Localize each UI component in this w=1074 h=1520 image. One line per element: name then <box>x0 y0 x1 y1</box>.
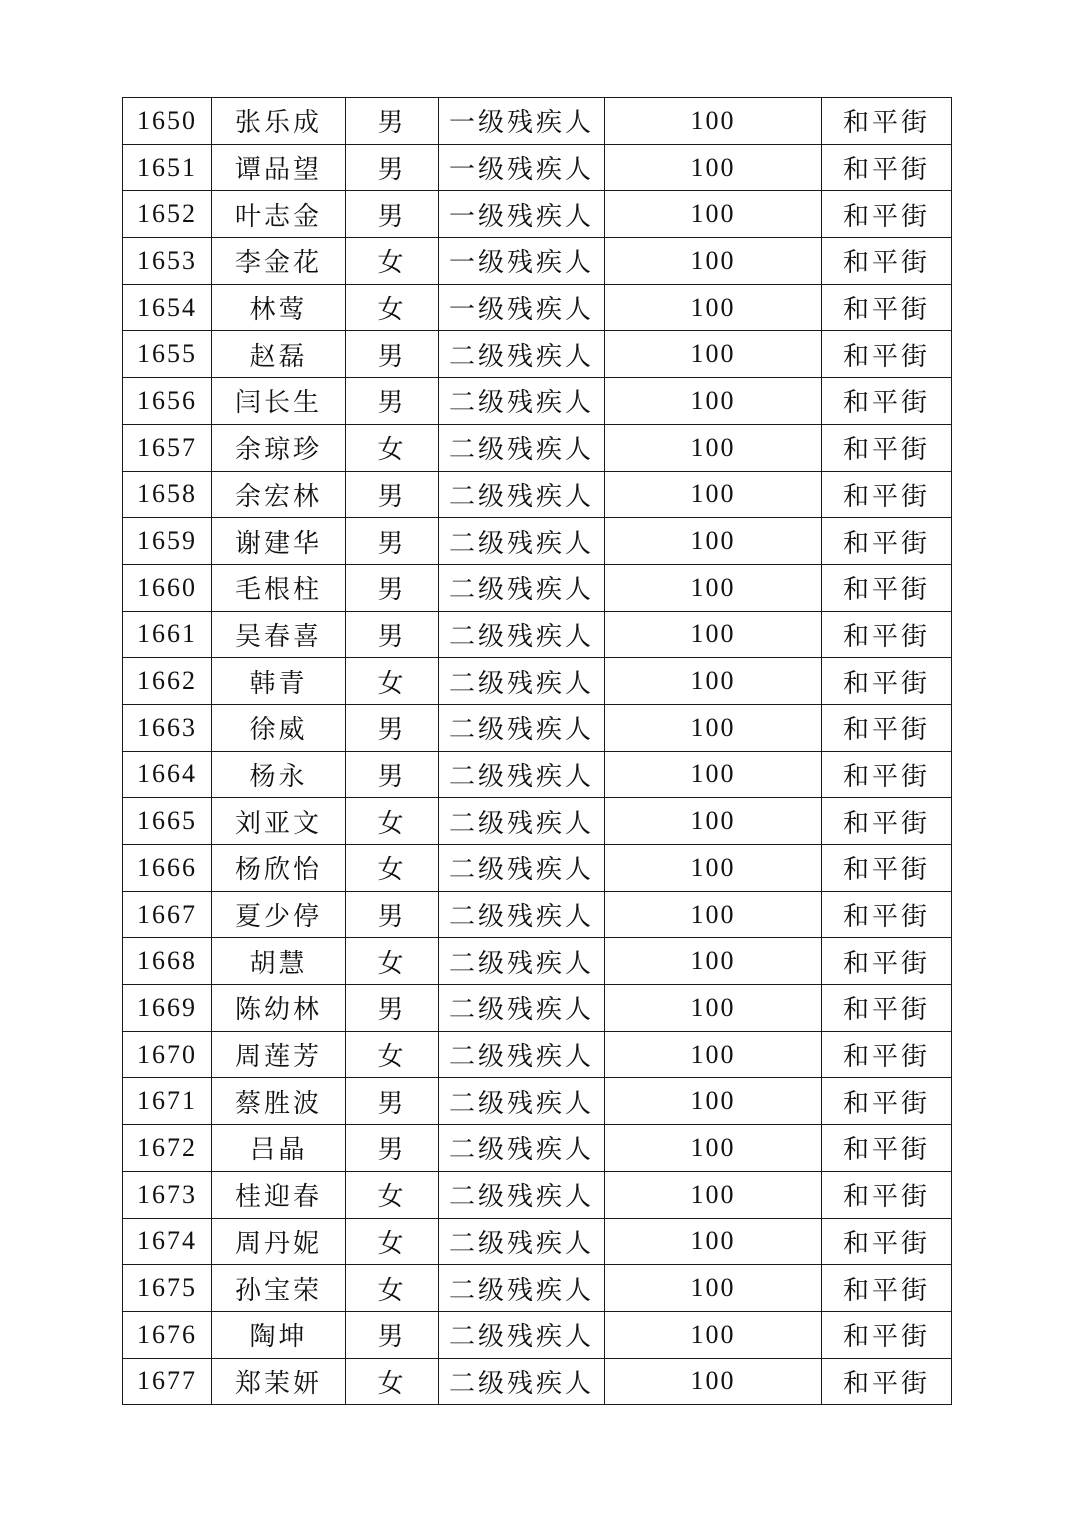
cell-gender: 男 <box>346 564 439 611</box>
cell-number: 1662 <box>123 658 212 705</box>
cell-name: 赵磊 <box>212 331 346 378</box>
cell-name: 林莺 <box>212 284 346 331</box>
roster-table <box>122 97 952 1405</box>
cell-street: 和平街 <box>822 518 952 565</box>
cell-street: 和平街 <box>822 845 952 892</box>
table-row <box>123 424 952 471</box>
cell-amount: 100 <box>605 704 822 751</box>
cell-name: 徐威 <box>212 704 346 751</box>
cell-amount: 100 <box>605 424 822 471</box>
cell-amount: 100 <box>605 1358 822 1405</box>
cell-name: 杨永 <box>212 751 346 798</box>
cell-disability-level: 二级残疾人 <box>439 1265 605 1312</box>
cell-number: 1664 <box>123 751 212 798</box>
cell-street: 和平街 <box>822 191 952 238</box>
cell-gender: 女 <box>346 658 439 705</box>
cell-amount: 100 <box>605 144 822 191</box>
cell-amount: 100 <box>605 751 822 798</box>
cell-street: 和平街 <box>822 611 952 658</box>
cell-amount: 100 <box>605 938 822 985</box>
cell-name: 毛根柱 <box>212 564 346 611</box>
cell-number: 1666 <box>123 845 212 892</box>
cell-gender: 女 <box>346 798 439 845</box>
cell-street: 和平街 <box>822 144 952 191</box>
cell-number: 1669 <box>123 985 212 1032</box>
cell-name: 吕晶 <box>212 1125 346 1172</box>
cell-street: 和平街 <box>822 471 952 518</box>
table-row <box>123 1358 952 1405</box>
table-row <box>123 1311 952 1358</box>
cell-gender: 男 <box>346 1078 439 1125</box>
cell-name: 周莲芳 <box>212 1031 346 1078</box>
cell-number: 1665 <box>123 798 212 845</box>
cell-number: 1667 <box>123 891 212 938</box>
cell-amount: 100 <box>605 658 822 705</box>
cell-disability-level: 二级残疾人 <box>439 798 605 845</box>
table-row <box>123 1078 952 1125</box>
table-row <box>123 845 952 892</box>
cell-name: 桂迎春 <box>212 1171 346 1218</box>
cell-street: 和平街 <box>822 1265 952 1312</box>
cell-number: 1655 <box>123 331 212 378</box>
cell-number: 1650 <box>123 98 212 145</box>
table-row <box>123 98 952 145</box>
cell-number: 1658 <box>123 471 212 518</box>
cell-gender: 女 <box>346 1358 439 1405</box>
roster-body <box>123 98 952 1405</box>
cell-disability-level: 二级残疾人 <box>439 1078 605 1125</box>
table-row <box>123 564 952 611</box>
cell-street: 和平街 <box>822 1078 952 1125</box>
cell-gender: 女 <box>346 284 439 331</box>
cell-name: 韩青 <box>212 658 346 705</box>
cell-disability-level: 二级残疾人 <box>439 331 605 378</box>
cell-disability-level: 二级残疾人 <box>439 704 605 751</box>
cell-amount: 100 <box>605 1031 822 1078</box>
cell-name: 张乐成 <box>212 98 346 145</box>
cell-number: 1674 <box>123 1218 212 1265</box>
cell-gender: 女 <box>346 1265 439 1312</box>
table-row <box>123 471 952 518</box>
cell-amount: 100 <box>605 1218 822 1265</box>
cell-name: 杨欣怡 <box>212 845 346 892</box>
cell-amount: 100 <box>605 845 822 892</box>
cell-street: 和平街 <box>822 985 952 1032</box>
cell-disability-level: 一级残疾人 <box>439 98 605 145</box>
cell-street: 和平街 <box>822 98 952 145</box>
cell-number: 1673 <box>123 1171 212 1218</box>
cell-name: 余宏林 <box>212 471 346 518</box>
cell-disability-level: 二级残疾人 <box>439 938 605 985</box>
cell-name: 夏少停 <box>212 891 346 938</box>
table-row <box>123 1031 952 1078</box>
cell-amount: 100 <box>605 1265 822 1312</box>
table-row <box>123 191 952 238</box>
cell-name: 余琼珍 <box>212 424 346 471</box>
cell-amount: 100 <box>605 331 822 378</box>
table-row <box>123 238 952 285</box>
cell-disability-level: 一级残疾人 <box>439 144 605 191</box>
cell-street: 和平街 <box>822 704 952 751</box>
cell-name: 谭品望 <box>212 144 346 191</box>
table-row <box>123 938 952 985</box>
cell-gender: 男 <box>346 191 439 238</box>
cell-number: 1676 <box>123 1311 212 1358</box>
cell-gender: 女 <box>346 424 439 471</box>
cell-disability-level: 一级残疾人 <box>439 284 605 331</box>
cell-disability-level: 二级残疾人 <box>439 658 605 705</box>
cell-amount: 100 <box>605 611 822 658</box>
cell-gender: 男 <box>346 378 439 425</box>
table-row <box>123 985 952 1032</box>
cell-name: 谢建华 <box>212 518 346 565</box>
cell-amount: 100 <box>605 1125 822 1172</box>
cell-name: 李金花 <box>212 238 346 285</box>
cell-number: 1660 <box>123 564 212 611</box>
cell-amount: 100 <box>605 1078 822 1125</box>
cell-number: 1657 <box>123 424 212 471</box>
cell-gender: 女 <box>346 1031 439 1078</box>
cell-name: 刘亚文 <box>212 798 346 845</box>
table-row <box>123 518 952 565</box>
table-row <box>123 144 952 191</box>
cell-amount: 100 <box>605 798 822 845</box>
cell-number: 1672 <box>123 1125 212 1172</box>
cell-street: 和平街 <box>822 238 952 285</box>
cell-amount: 100 <box>605 378 822 425</box>
cell-number: 1651 <box>123 144 212 191</box>
cell-gender: 女 <box>346 238 439 285</box>
cell-street: 和平街 <box>822 1218 952 1265</box>
cell-disability-level: 二级残疾人 <box>439 1358 605 1405</box>
cell-number: 1653 <box>123 238 212 285</box>
cell-street: 和平街 <box>822 658 952 705</box>
cell-disability-level: 二级残疾人 <box>439 985 605 1032</box>
cell-amount: 100 <box>605 471 822 518</box>
cell-amount: 100 <box>605 518 822 565</box>
table-row <box>123 1171 952 1218</box>
cell-disability-level: 二级残疾人 <box>439 1218 605 1265</box>
cell-gender: 女 <box>346 1218 439 1265</box>
cell-gender: 男 <box>346 144 439 191</box>
table-row <box>123 658 952 705</box>
cell-amount: 100 <box>605 985 822 1032</box>
cell-street: 和平街 <box>822 798 952 845</box>
cell-disability-level: 二级残疾人 <box>439 751 605 798</box>
cell-name: 陶坤 <box>212 1311 346 1358</box>
cell-disability-level: 一级残疾人 <box>439 238 605 285</box>
cell-gender: 男 <box>346 1125 439 1172</box>
cell-name: 胡慧 <box>212 938 346 985</box>
cell-gender: 男 <box>346 985 439 1032</box>
cell-disability-level: 二级残疾人 <box>439 471 605 518</box>
cell-amount: 100 <box>605 1311 822 1358</box>
cell-gender: 男 <box>346 518 439 565</box>
cell-gender: 男 <box>346 751 439 798</box>
cell-disability-level: 二级残疾人 <box>439 518 605 565</box>
table-row <box>123 1125 952 1172</box>
cell-disability-level: 一级残疾人 <box>439 191 605 238</box>
cell-disability-level: 二级残疾人 <box>439 424 605 471</box>
cell-name: 吴春喜 <box>212 611 346 658</box>
cell-gender: 男 <box>346 704 439 751</box>
cell-gender: 男 <box>346 331 439 378</box>
cell-number: 1675 <box>123 1265 212 1312</box>
table-row <box>123 704 952 751</box>
cell-street: 和平街 <box>822 1358 952 1405</box>
cell-gender: 男 <box>346 891 439 938</box>
table-row <box>123 378 952 425</box>
cell-name: 周丹妮 <box>212 1218 346 1265</box>
cell-name: 叶志金 <box>212 191 346 238</box>
cell-amount: 100 <box>605 1171 822 1218</box>
cell-street: 和平街 <box>822 564 952 611</box>
cell-street: 和平街 <box>822 938 952 985</box>
cell-name: 孙宝荣 <box>212 1265 346 1312</box>
cell-street: 和平街 <box>822 378 952 425</box>
table-row <box>123 798 952 845</box>
cell-amount: 100 <box>605 891 822 938</box>
cell-gender: 女 <box>346 845 439 892</box>
cell-amount: 100 <box>605 191 822 238</box>
cell-street: 和平街 <box>822 284 952 331</box>
table-row <box>123 611 952 658</box>
cell-disability-level: 二级残疾人 <box>439 1031 605 1078</box>
table-row <box>123 1218 952 1265</box>
cell-disability-level: 二级残疾人 <box>439 845 605 892</box>
table-row <box>123 1265 952 1312</box>
table-row <box>123 331 952 378</box>
cell-name: 郑茉妍 <box>212 1358 346 1405</box>
cell-gender: 男 <box>346 1311 439 1358</box>
cell-street: 和平街 <box>822 891 952 938</box>
cell-number: 1668 <box>123 938 212 985</box>
cell-number: 1671 <box>123 1078 212 1125</box>
cell-number: 1659 <box>123 518 212 565</box>
cell-street: 和平街 <box>822 1311 952 1358</box>
table-row <box>123 751 952 798</box>
cell-number: 1670 <box>123 1031 212 1078</box>
table-row <box>123 284 952 331</box>
cell-street: 和平街 <box>822 1031 952 1078</box>
cell-street: 和平街 <box>822 751 952 798</box>
cell-disability-level: 二级残疾人 <box>439 1125 605 1172</box>
cell-amount: 100 <box>605 284 822 331</box>
cell-gender: 男 <box>346 98 439 145</box>
cell-disability-level: 二级残疾人 <box>439 1311 605 1358</box>
cell-number: 1652 <box>123 191 212 238</box>
cell-number: 1654 <box>123 284 212 331</box>
cell-gender: 女 <box>346 938 439 985</box>
cell-disability-level: 二级残疾人 <box>439 611 605 658</box>
cell-number: 1663 <box>123 704 212 751</box>
cell-amount: 100 <box>605 98 822 145</box>
cell-disability-level: 二级残疾人 <box>439 1171 605 1218</box>
cell-number: 1656 <box>123 378 212 425</box>
table-row <box>123 891 952 938</box>
cell-disability-level: 二级残疾人 <box>439 378 605 425</box>
cell-gender: 女 <box>346 1171 439 1218</box>
cell-disability-level: 二级残疾人 <box>439 891 605 938</box>
cell-street: 和平街 <box>822 424 952 471</box>
cell-name: 陈幼林 <box>212 985 346 1032</box>
cell-name: 蔡胜波 <box>212 1078 346 1125</box>
cell-gender: 男 <box>346 611 439 658</box>
cell-amount: 100 <box>605 564 822 611</box>
cell-number: 1677 <box>123 1358 212 1405</box>
cell-street: 和平街 <box>822 1171 952 1218</box>
cell-number: 1661 <box>123 611 212 658</box>
cell-street: 和平街 <box>822 331 952 378</box>
cell-name: 闫长生 <box>212 378 346 425</box>
cell-amount: 100 <box>605 238 822 285</box>
cell-street: 和平街 <box>822 1125 952 1172</box>
cell-disability-level: 二级残疾人 <box>439 564 605 611</box>
cell-gender: 男 <box>346 471 439 518</box>
